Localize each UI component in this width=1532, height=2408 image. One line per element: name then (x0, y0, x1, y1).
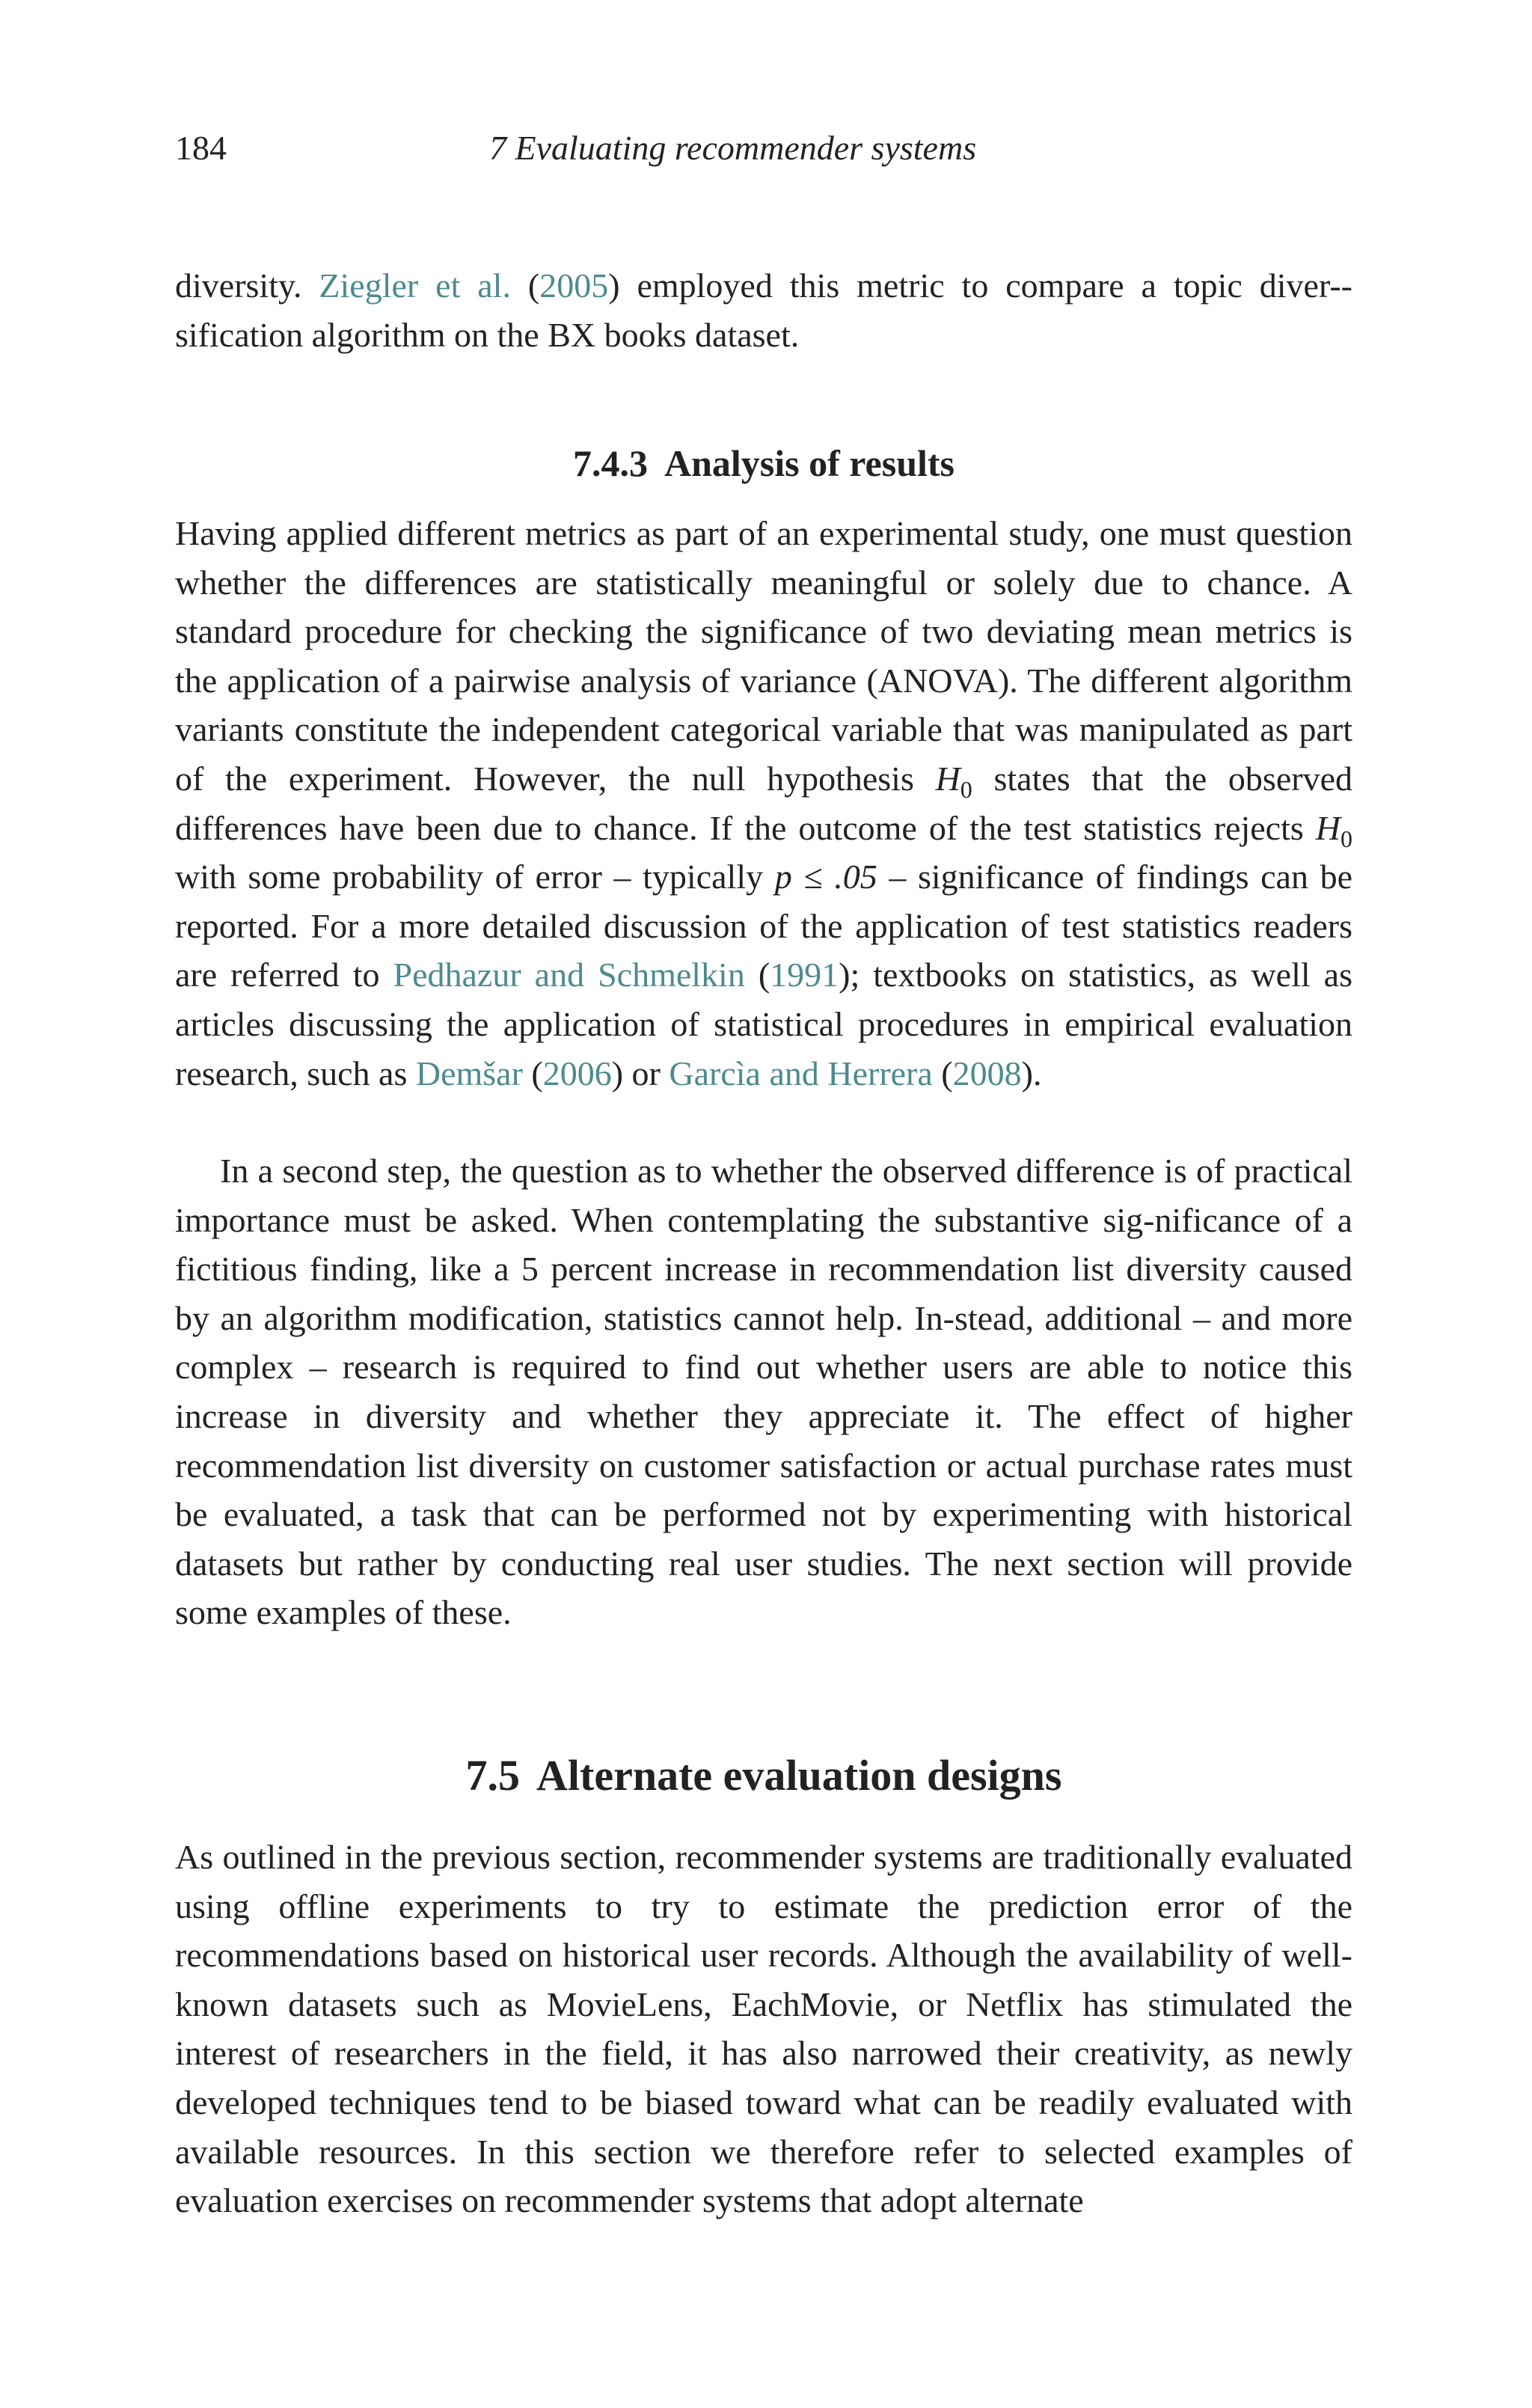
text-run: ) or (611, 1054, 670, 1093)
text-run: ( (510, 266, 540, 305)
text-run: – significance of findings can be reported. For a more detailed discussion of the application of test statistics readers are referred to (175, 858, 1352, 994)
subsection-heading (175, 438, 1352, 488)
h0-symbol (1315, 808, 1352, 852)
section-heading (175, 1747, 1352, 1804)
text-run: states that the observed differences have been due to chance. If the outcome of the test statistics rejects (175, 759, 1352, 847)
chapter-title: 7 Evaluating recommender systems (489, 129, 977, 167)
text-run: ) employed this metric to compare a topic diver-sification algorithm on the BX books dataset. (175, 266, 1352, 354)
second-step-paragraph: In a second step, the question as to whether the observed difference is of practical importance must be asked. When contemplating the substantive sig-nificance of a fictitious finding, like a 5 percent increase in recommendation list diversity caused by an algorithm modification, statistics cannot help. In-stead, additional – and more complex – research is required to find out whether users are able to notice this increase in diversity and whether they appreciate it. The effect of higher recommendation list diversity on customer satisfaction or actual purchase rates must be evaluated, a task that can be performed not by experimenting with historical datasets but rather by conducting real user studies. The next section will provide some examples of these. (175, 1152, 1352, 1632)
citation-link[interactable]: Demšar (415, 1054, 523, 1093)
citation-link[interactable]: Ziegler et al. (319, 266, 511, 305)
h0-subscript: 0 (960, 776, 972, 804)
citation-link[interactable]: Pedhazur and Schmelkin (393, 956, 745, 994)
running-head (175, 126, 1352, 171)
text-run: with some probability of error – typically (175, 858, 775, 896)
citation-year-link[interactable]: 2005 (539, 266, 609, 305)
text-run: diversity. (175, 266, 319, 305)
section-number: 7.5 (465, 1751, 521, 1800)
h0-letter: H (1315, 808, 1340, 847)
analysis-paragraph (175, 509, 1352, 1098)
h0-letter: H (935, 759, 960, 798)
text-run: ( (932, 1054, 953, 1093)
p-value-expression: p ≤ .05 (774, 858, 877, 896)
citation-year-link[interactable]: 1991 (770, 956, 839, 994)
section-title: Alternate evaluation designs (536, 1751, 1062, 1800)
citation-year-link[interactable]: 2006 (542, 1054, 612, 1093)
citation-link[interactable]: Garcìa and Herrera (669, 1054, 933, 1093)
subsection-title: Analysis of results (664, 442, 955, 484)
subsection-number: 7.4.3 (572, 442, 648, 484)
intro-paragraph (175, 261, 1352, 359)
citation-year-link[interactable]: 2008 (952, 1054, 1022, 1093)
alternate-evaluation-paragraph: As outlined in the previous section, recommender systems are traditionally evaluated using offline experiments to try to estimate the prediction error of the recommendations based on historical user records. Although the availability of well-known datasets such as MovieLens, EachMovie, or Netflix has stimulated the interest of researchers in the field, it has also narrowed their creativity, as newly developed techniques tend to be biased toward what can be readily evaluated with available resources. In this section we therefore refer to selected examples of evaluation exercises on recommender systems that adopt alternate (175, 1838, 1352, 2220)
h0-subscript: 0 (1340, 825, 1352, 852)
text-run: Having applied different metrics as part of an experimental study, one must question whether the differences are statistically meaningful or solely due to chance. A standard procedure for checking the significance of two deviating mean metrics is the application of a pairwise analysis of variance (ANOVA). The different algorithm variants constitute the independent categorical variable that was manipulated as part of the experiment. However, the null hypothesis (175, 514, 1352, 798)
page-number: 184 (175, 129, 227, 167)
text-run: ( (522, 1054, 543, 1093)
text-run: ( (744, 956, 770, 994)
h0-symbol (935, 759, 972, 804)
text-run: ). (1021, 1054, 1042, 1093)
text-run: ); textbooks on statistics, as well as articles discussing the application of statistical procedures in empirical evaluation research, such as (175, 956, 1352, 1093)
